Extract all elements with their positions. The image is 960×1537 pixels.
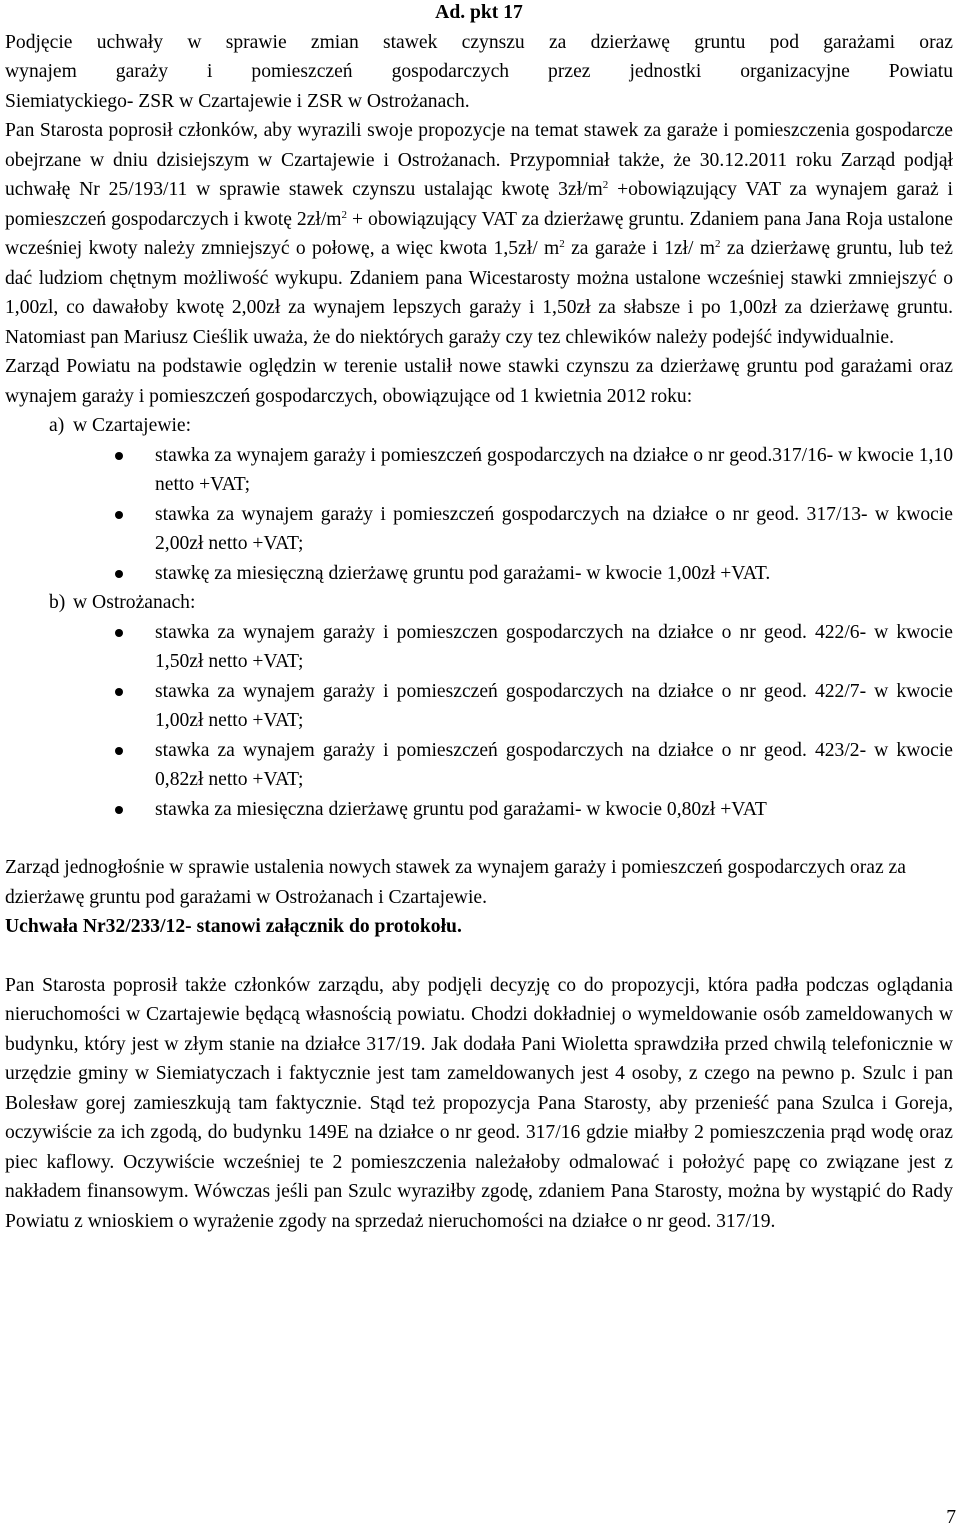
subject-line: Podjęcie uchwały w sprawie zmian stawek czynszu za dzierżawę gruntu pod garażami oraz <box>5 31 953 53</box>
bullet-icon <box>115 688 123 696</box>
list-item-text: stawka za wynajem garaży i pomieszczeń gospodarczych na działce o nr geod. 423/2- w kwocie 0,82zł netto +VAT; <box>155 739 953 790</box>
section-czartajew <box>5 411 953 441</box>
list-item <box>5 795 953 825</box>
bullet-icon <box>115 452 123 460</box>
list-item-text: stawka za wynajem garaży i pomieszczeń gospodarczych na działce o nr geod.317/16- w kwocie 1,10 netto +VAT; <box>155 444 953 495</box>
agenda-heading: Ad. pkt 17 <box>435 2 523 23</box>
section-letter: b) <box>49 592 66 613</box>
section-title: w Ostrożanach: <box>73 592 196 613</box>
unanimous-decision-paragraph: Zarząd jednogłośnie w sprawie ustalenia nowych stawek za wynajem garaży i pomieszczeń gospodarczych oraz za dzierżawę gruntu pod garażami w Ostrożanach i Czartajewie. <box>5 857 906 908</box>
text-run: + obowiązujący VAT za dzierżawę gruntu. Zdaniem pana Jana Roja ustalone wcześniej kwoty należy zmniejszyć o połowę, a więc kwota 1,5zł/ m <box>5 208 953 259</box>
list-item-text: stawka za wynajem garaży i pomieszczeń gospodarczych na działce o nr geod. 317/13- w kwocie 2,00zł netto +VAT; <box>155 503 953 554</box>
document-page <box>5 0 953 1236</box>
bullet-icon <box>115 747 123 755</box>
list-item-text: stawka za wynajem garaży i pomieszczeń gospodarczych na działce o nr geod. 422/7- w kwocie 1,00zł netto +VAT; <box>155 680 953 731</box>
list-item <box>5 500 953 559</box>
board-decision-paragraph: Zarząd Powiatu na podstawie oględzin w terenie ustalił nowe stawki czynszu za dzierżawę gruntu pod garażami oraz wynajem garaży i pomieszczeń gospodarczych, obowiązujące od 1 kwietnia 2012 roku: <box>5 356 953 407</box>
bullet-icon <box>115 806 123 814</box>
section-heading <box>49 411 953 441</box>
section-title: w Czartajewie: <box>73 415 192 436</box>
rate-list-ostrozany <box>5 618 953 825</box>
superscript: 2 <box>559 238 565 250</box>
page-number: 7 <box>946 1507 956 1528</box>
starosta-proposal-paragraph <box>5 116 953 352</box>
rate-list-czartajew <box>5 441 953 589</box>
text-run: za garaże i 1zł/ m <box>564 238 716 259</box>
list-item <box>5 736 953 795</box>
bullet-icon <box>115 629 123 637</box>
list-item <box>5 618 953 677</box>
resolution-reference: Uchwała Nr32/233/12- stanowi załącznik do protokołu. <box>5 916 462 937</box>
list-item <box>5 559 953 589</box>
property-proposal-paragraph: Pan Starosta poprosił także członków zarządu, aby podjęli decyzję co do propozycji, która padła podczas oglądania nieruchomości w Czartajewie będącą własnością powiatu. Chodzi dokładniej o wymeldowanie osób zameldowanych w budynku, który jest w złym stanie na działce 317/19. Jak dodała Pani Wioletta sprawdziła przed chwilą telefonicznie w urzędzie gminy w Siemiatyczach i faktycznie jest tam zameldowanych jest 4 osoby, z czego na pewno p. Szulc i pan Bolesław gorej zamieszkują tam faktycznie. Stąd też propozycja Pana Starosty, aby przenieść pana Szulca i Goreja, oczywiście za ich zgodą, do budynku 149E na działce o nr geod. 317/16 gdzie miałby 2 pomieszczenia prąd wodę oraz piec kaflowy. Oczywiście wcześniej te 2 pomieszczenia należałoby odmalować i położyć papę co związane jest z nakładem finansowym. Wówczas jeśli pan Szulc wyraziłby zgodę, zdaniem Pana Starosty, można by wystąpić do Rady Powiatu z wnioskiem o wyrażenie zgody na sprzedaż nieruchomości na działce o nr geod. 317/19. <box>5 974 953 1232</box>
subject-line: Siemiatyckiego- ZSR w Czartajewie i ZSR w Ostrożanach. <box>5 90 470 112</box>
superscript: 2 <box>715 238 721 250</box>
bullet-icon <box>115 511 123 519</box>
text-run: Pan Starosta poprosił członków, aby wyrazili swoje propozycje na temat stawek za garaże i pomieszczenia gospodarcze obejrzane w dniu dzisiejszym w Czartajewie i Ostrożanach. Przypomniał także, że 30.12.2011 roku Zarząd podjął uchwałę Nr 25/193/11 w sprawie stawek czynszu ustalając kwotę 3zł/m <box>5 120 953 200</box>
superscript: 2 <box>341 208 348 221</box>
bullet-icon <box>115 570 123 578</box>
subject-line: wynajem garaży i pomieszczeń gospodarczych przez jednostki organizacyjne Powiatu <box>5 61 953 82</box>
list-item <box>5 441 953 500</box>
section-heading <box>49 588 953 618</box>
text-run: za dzierżawę gruntu, lub też dać ludziom chętnym możliwość wykupu. Zdaniem pana Wicestarosty można ustalone wcześniej stawki zmniejszyć o 1,00zl, co dawałoby kwotę 2,00zł za wynajem lepszych garaży i 1,50zł za słabsze i po 1,00zł za dzierżawę gruntu. Natomiast pan Mariusz Cieślik uważa, że do niektórych garaży czy tez chlewików należy podejść indywidualnie. <box>5 238 954 348</box>
resolution-subject <box>5 28 953 117</box>
list-item-text: stawka za wynajem garaży i pomieszczen gospodarczych na działce o nr geod. 422/6- w kwocie 1,50zł netto +VAT; <box>155 621 953 672</box>
list-item-text: stawkę za miesięczną dzierżawę gruntu pod garażami- w kwocie 1,00zł +VAT. <box>155 562 771 584</box>
section-ostrozany <box>5 588 953 618</box>
text-run: +obowiązujący VAT za wynajem garaż i pomieszczeń gospodarczych i kwotę 2zł/m <box>5 179 954 230</box>
section-letter: a) <box>49 415 65 436</box>
spacer <box>5 824 953 853</box>
list-item-text: stawka za miesięczna dzierżawę gruntu pod garażami- w kwocie 0,80zł +VAT <box>155 798 767 820</box>
list-item <box>5 677 953 736</box>
superscript: 2 <box>602 179 609 191</box>
spacer <box>5 942 953 971</box>
